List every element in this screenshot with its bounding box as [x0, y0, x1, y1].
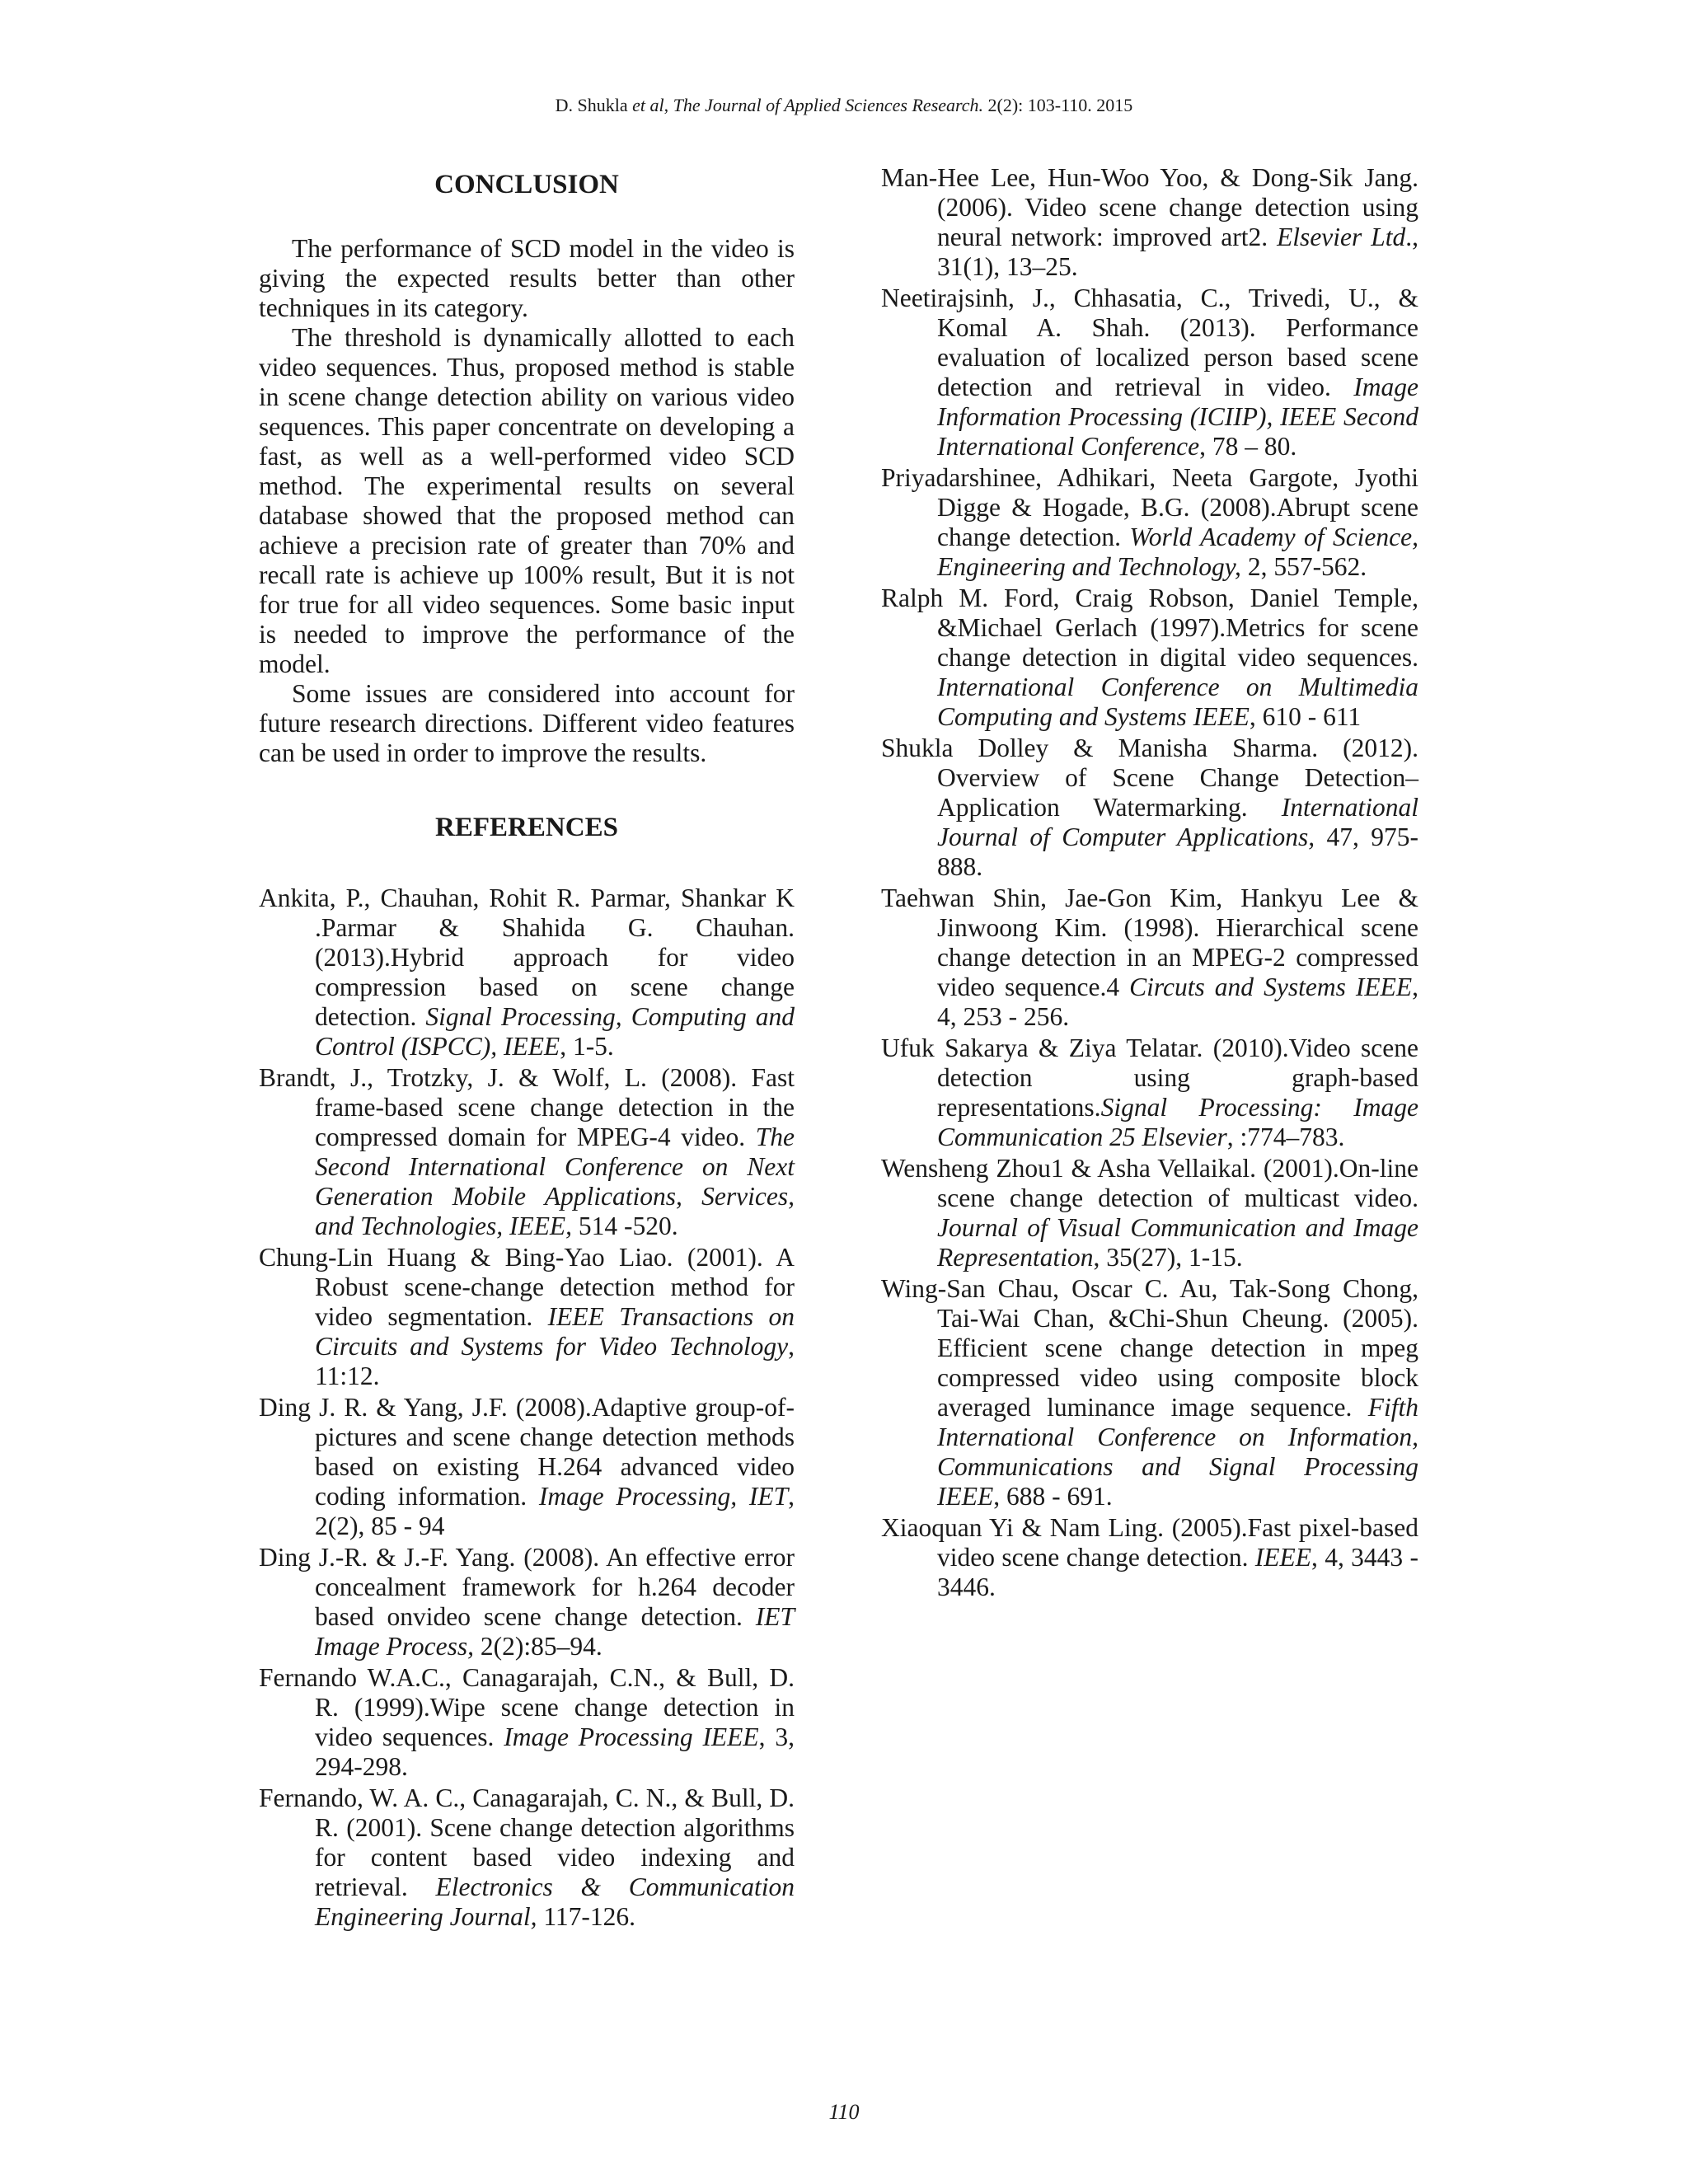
conclusion-paragraph: Some issues are considered into account for future research directions. Different video features can be used in order to improve the results. [259, 679, 795, 767]
reference-item: Ding J. R. & Yang, J.F. (2008).Adaptive group-of-pictures and scene change detection methods based on existing H.264 advanced video coding information. Image Processing, IET, 2(2), 85 - 94 [259, 1393, 795, 1540]
reference-item: Ufuk Sakarya & Ziya Telatar. (2010).Video scene detection using graph-based representations.Signal Processing: Image Communication 25 Elsevier, :774–783. [881, 1033, 1418, 1151]
conclusion-paragraph: The threshold is dynamically allotted to each video sequences. Thus, proposed method is stable in scene change detection ability on various video sequences. This paper concentrate on developing a fast, as well as a well-performed video SCD method. The experimental results on several database showed that the proposed method can achieve a precision rate of greater than 70% and recall rate is achieve up 100% result, But it is not for true for all video sequences. Some basic input is needed to improve the performance of the model. [259, 323, 795, 678]
reference-item: Fernando W.A.C., Canagarajah, C.N., & Bull, D. R. (1999).Wipe scene change detection in video sequences. Image Processing IEEE, 3, 294-298. [259, 1663, 795, 1781]
header-authors: D. Shukla [555, 95, 633, 115]
reference-item: Brandt, J., Trotzky, J. & Wolf, L. (2008). Fast frame-based scene change detection in the compressed domain for MPEG-4 video. The Second International Conference on Next Generation Mobile Applications, Services, and Technologies, IEEE, 514 -520. [259, 1063, 795, 1240]
reference-item: Neetirajsinh, J., Chhasatia, C., Trivedi, U., & Komal A. Shah. (2013). Performance evaluation of localized person based scene detection and retrieval in video. Image Information Processing (ICIIP), IEEE Second International Conference, 78 – 80. [881, 284, 1418, 461]
header-comma: , [663, 95, 673, 115]
reference-item: Wing-San Chau, Oscar C. Au, Tak-Song Chong, Tai-Wai Chan, &Chi-Shun Cheung. (2005). Efficient scene change detection in mpeg compressed video using composite block averaged luminance image sequence. Fifth International Conference on Information, Communications and Signal Processing IEEE, 688 - 691. [881, 1274, 1418, 1511]
header-journal: The Journal of Applied Sciences Research. [673, 95, 984, 115]
reference-item: Ding J.-R. & J.-F. Yang. (2008). An effective error concealment framework for h.264 decoder based onvideo scene change detection. IET Image Process, 2(2):85–94. [259, 1543, 795, 1661]
references-heading: REFERENCES [435, 813, 618, 842]
reference-item: Wensheng Zhou1 & Asha Vellaikal. (2001).On-line scene change detection of multicast video. Journal of Visual Communication and Image Representation, 35(27), 1-15. [881, 1154, 1418, 1272]
left-column [259, 163, 795, 1933]
conclusion-paragraph: The performance of SCD model in the video is giving the expected results better than other techniques in its category. [259, 234, 795, 322]
header-etal: et al [632, 95, 664, 115]
reference-item: Chung-Lin Huang & Bing-Yao Liao. (2001). A Robust scene-change detection method for video segmentation. IEEE Transactions on Circuits and Systems for Video Technology, 11:12. [259, 1243, 795, 1390]
conclusion-heading: CONCLUSION [434, 170, 619, 199]
page-number: 110 [828, 2100, 860, 2124]
header-issue: 2(2): 103-110. 2015 [983, 95, 1133, 115]
reference-item: Ralph M. Ford, Craig Robson, Daniel Temple, &Michael Gerlach (1997).Metrics for scene change detection in digital video sequences. International Conference on Multimedia Computing and Systems IEEE, 610 - 611 [881, 583, 1418, 731]
right-column [881, 163, 1418, 1604]
reference-item: Taehwan Shin, Jae-Gon Kim, Hankyu Lee & Jinwoong Kim. (1998). Hierarchical scene change detection in an MPEG-2 compressed video sequence.4 Circuts and Systems IEEE, 4, 253 - 256. [881, 883, 1418, 1031]
running-header [0, 94, 1688, 117]
reference-item: Priyadarshinee, Adhikari, Neeta Gargote, Jyothi Digge & Hogade, B.G. (2008).Abrupt scene change detection. World Academy of Science, Engineering and Technology, 2, 557-562. [881, 463, 1418, 581]
reference-item: Shukla Dolley & Manisha Sharma. (2012). Overview of Scene Change Detection– Application Watermarking. International Journal of Computer Applications, 47, 975-888. [881, 733, 1418, 881]
reference-item: Man-Hee Lee, Hun-Woo Yoo, & Dong-Sik Jang. (2006). Video scene change detection using neural network: improved art2. Elsevier Ltd., 31(1), 13–25. [881, 163, 1418, 281]
reference-item: Xiaoquan Yi & Nam Ling. (2005).Fast pixel-based video scene change detection. IEEE, 4, 3443 - 3446. [881, 1513, 1419, 1601]
reference-item: Ankita, P., Chauhan, Rohit R. Parmar, Shankar K .Parmar & Shahida G. Chauhan. (2013).Hybrid approach for video compression based on scene change detection. Signal Processing, Computing and Control (ISPCC), IEEE, 1-5. [259, 883, 795, 1061]
reference-item: Fernando, W. A. C., Canagarajah, C. N., & Bull, D. R. (2001). Scene change detection algorithms for content based video indexing and retrieval. Electronics & Communication Engineering Journal, 117-126. [259, 1783, 795, 1931]
